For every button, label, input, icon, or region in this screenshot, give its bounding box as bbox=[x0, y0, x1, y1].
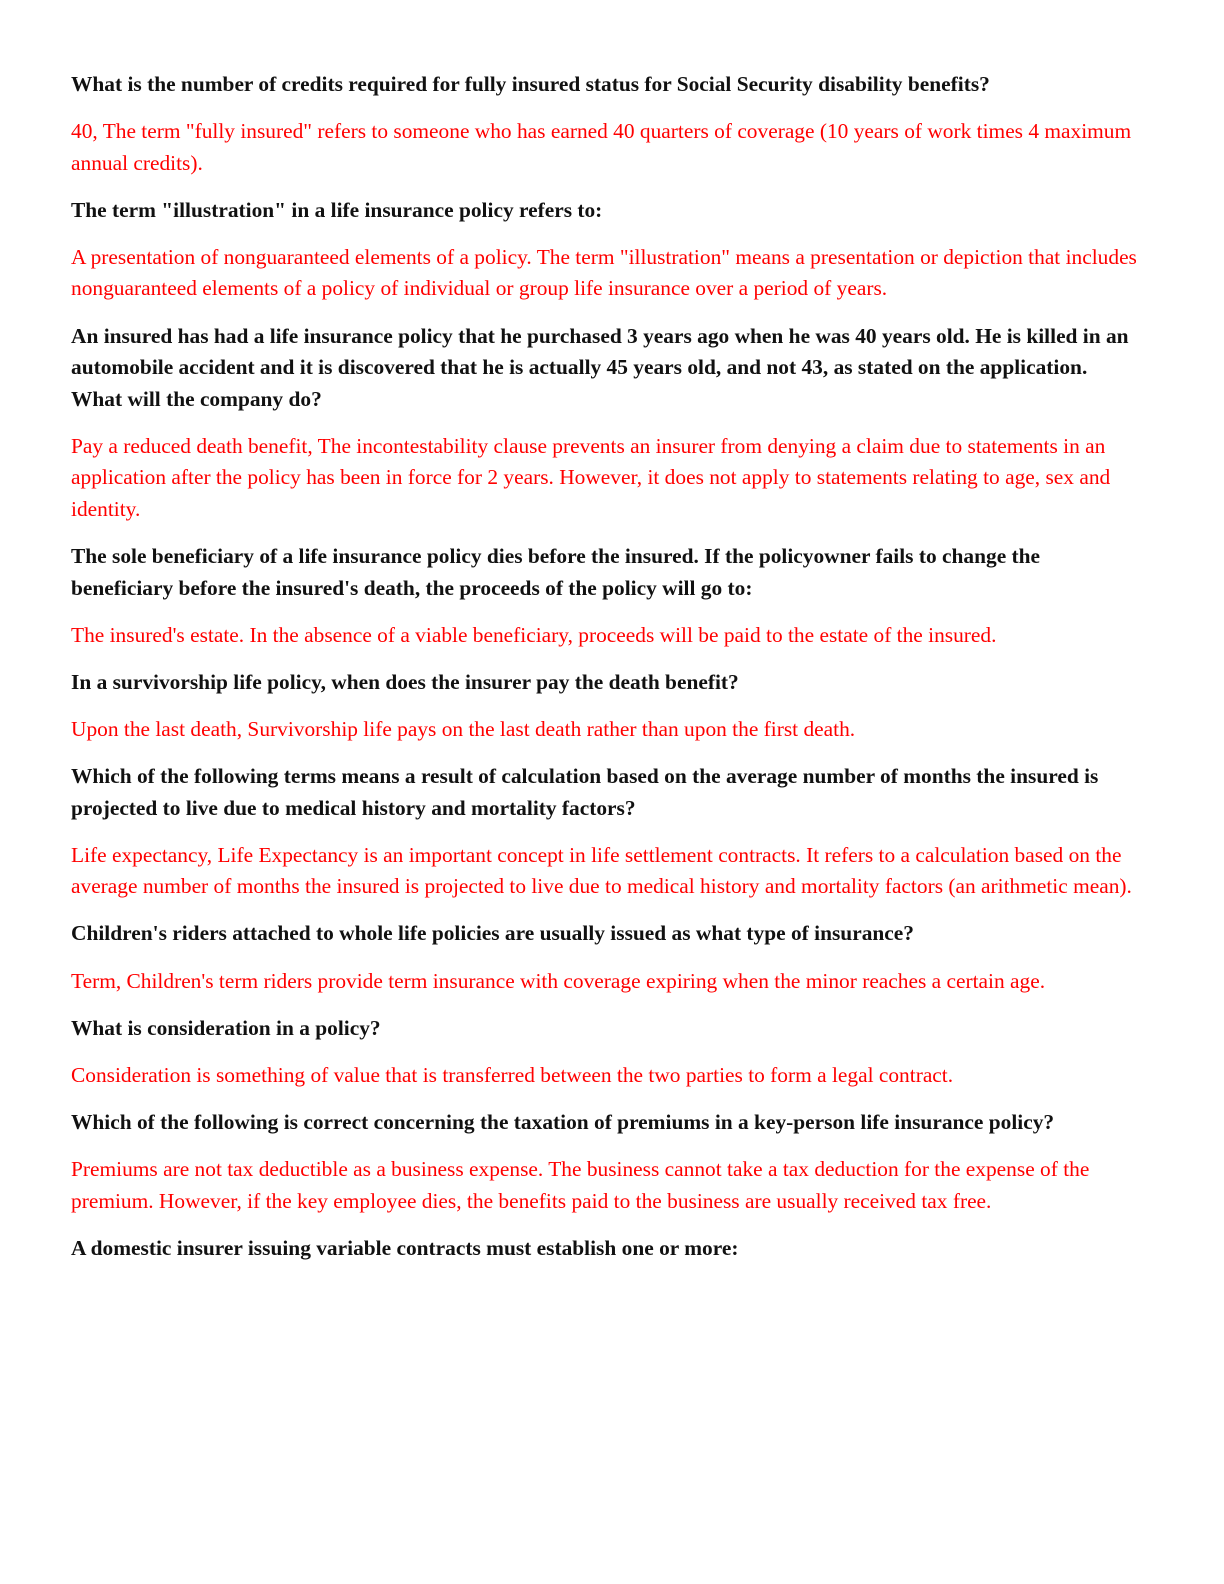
answer-text: A presentation of nonguaranteed elements of a policy. The term "illustration" means a presentation or depiction that includes nonguaranteed elements of a policy of individual or group life insurance over a period of years. bbox=[71, 244, 1137, 301]
question-text: What is the number of credits required for fully insured status for Social Security disability benefits? bbox=[71, 72, 990, 96]
answer-text: Consideration is something of value that is transferred between the two parties to form a legal contract. bbox=[71, 1062, 954, 1087]
question-text: Children's riders attached to whole life policies are usually issued as what type of insurance? bbox=[71, 921, 914, 946]
answer-text: Premiums are not tax deductible as a business expense. The business cannot take a tax deduction for the expense of the premium. However, if the key employee dies, the benefits paid to the business are usually received tax free. bbox=[71, 1156, 1090, 1213]
answer-text: Upon the last death, Survivorship life pays on the last death rather than upon the first death. bbox=[71, 717, 856, 741]
answer-text: Pay a reduced death benefit, The incontestability clause prevents an insurer from denying a claim due to statements in an application after the policy has been in force for 2 years. However, it does not apply to statements relating to age, sex and identity. bbox=[71, 433, 1111, 522]
question-text: Which of the following terms means a result of calculation based on the average number of months the insured is projected to live due to medical history and mortality factors? bbox=[71, 764, 1099, 820]
answer-text: 40, The term "fully insured" refers to someone who has earned 40 quarters of coverage (10 years of work times 4 maximum annual credits). bbox=[71, 119, 1132, 175]
question-text: In a survivorship life policy, when does the insurer pay the death benefit? bbox=[71, 669, 739, 694]
question-text: A domestic insurer issuing variable contracts must establish one or more: bbox=[71, 1235, 739, 1260]
question-text: The term "illustration" in a life insurance policy refers to: bbox=[71, 197, 603, 222]
question-text: Which of the following is correct concerning the taxation of premiums in a key-person life insurance policy? bbox=[71, 1109, 1055, 1134]
question-text: An insured has had a life insurance policy that he purchased 3 years ago when he was 40 years old. He is killed in an automobile accident and it is discovered that he is actually 45 years old, and not 43, as stated on the application. What will the company do? bbox=[71, 323, 1129, 411]
question-text: The sole beneficiary of a life insurance policy dies before the insured. If the policyowner fails to change the beneficiary before the insured's death, the proceeds of the policy will go to: bbox=[71, 544, 1041, 600]
document-page bbox=[71, 69, 1139, 1280]
answer-text: Life expectancy, Life Expectancy is an important concept in life settlement contracts. It refers to a calculation based on the average number of months the insured is projected to live due to medical history and mortality factors (an arithmetic mean). bbox=[71, 842, 1132, 899]
answer-text: Term, Children's term riders provide term insurance with coverage expiring when the minor reaches a certain age. bbox=[71, 968, 1046, 993]
answer-text: The insured's estate. In the absence of a viable beneficiary, proceeds will be paid to the estate of the insured. bbox=[71, 622, 997, 647]
question-text: What is consideration in a policy? bbox=[71, 1015, 381, 1040]
